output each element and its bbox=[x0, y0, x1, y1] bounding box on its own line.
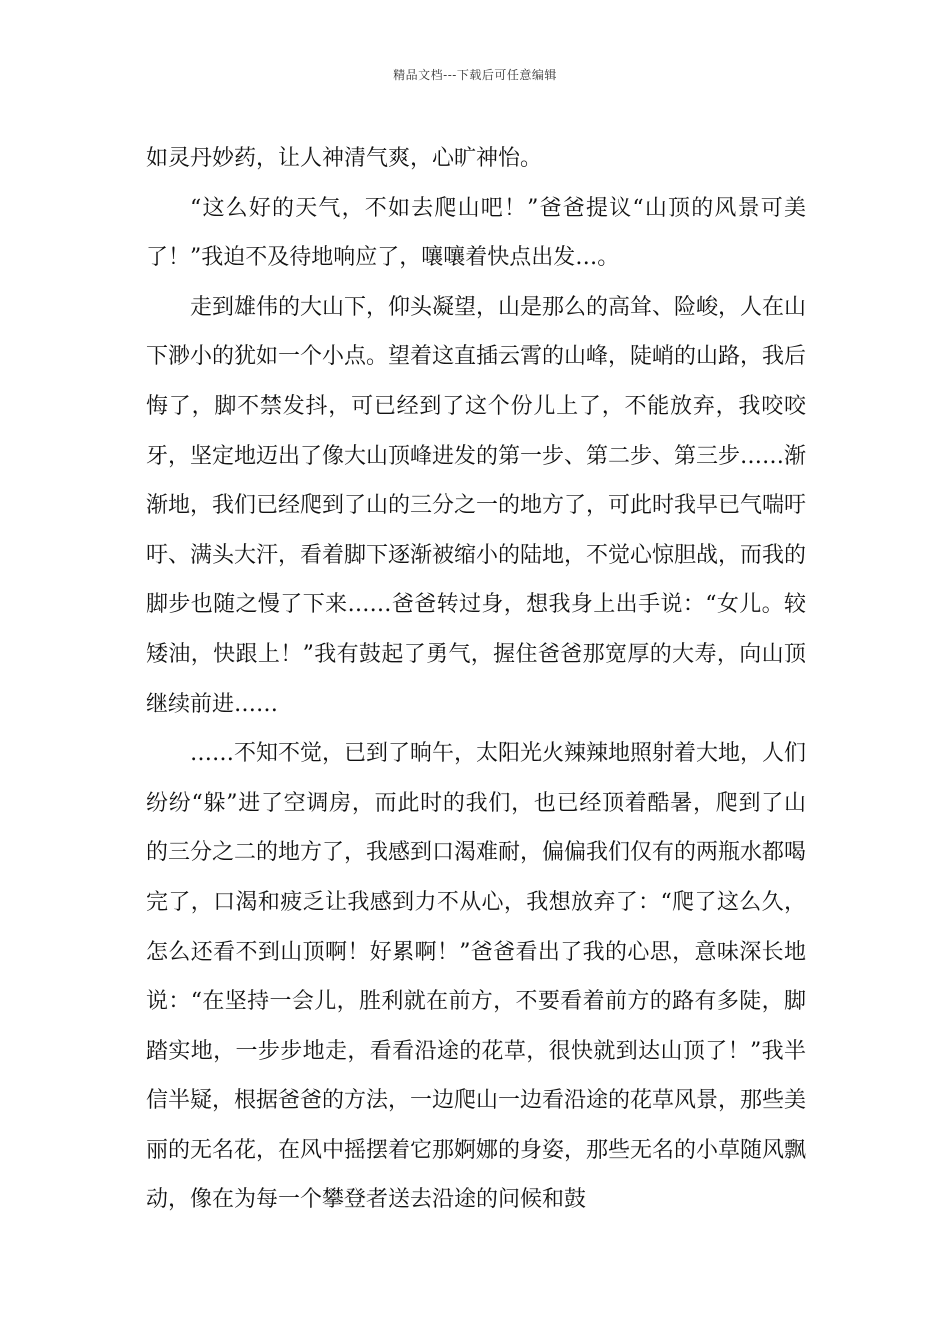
paragraph: “这么好的天气，不如去爬山吧！”爸爸提议“山顶的风景可美了！”我迫不及待地响应了，嚷嚷着快点出发…。 bbox=[146, 195, 806, 271]
paragraph: 走到雄伟的大山下，仰头凝望，山是那么的高耸、险峻，人在山下渺小的犹如一个小点。望着这直插云霄的山峰，陡峭的山路，我后悔了，脚不禁发抖，可已经到了这个份儿上了，不能放弃，我咬咬牙，坚定地迈出了像大山顶峰进发的第一步、第二步、第三步……渐渐地，我们已经爬到了山的三分之一的地方了，可此时我早已气喘吁吁、满头大汗，看着脚下逐渐被缩小的陆地，不觉心惊胆战，而我的脚步也随之慢了下来……爸爸转过身，想我身上出手说：“女儿。较矮油，快跟上！”我有鼓起了勇气，握住爸爸那宽厚的大寿，向山顶继续前进…… bbox=[146, 294, 807, 717]
paragraph-continued: 如灵丹妙药，让人神清气爽，心旷神怡。 bbox=[146, 146, 543, 171]
page-header: 精品文档---下载后可任意编辑 bbox=[393, 68, 557, 82]
paragraph: ……不知不觉，已到了晌午，太阳光火辣辣地照射着大地，人们纷纷“躲”进了空调房，而此时的我们，也已经顶着酷暑，爬到了山的三分之二的地方了，我感到口渴难耐，偏偏我们仅有的两瓶水都喝完了，口渴和疲乏让我感到力不从心，我想放弃了：“爬了这么久，怎么还看不到山顶啊！好累啊！”爸爸看出了我的心思，意味深长地说：“在坚持一会儿，胜利就在前方，不要看着前方的路有多陡，脚踏实地，一步步地走，看看沿途的花草，很快就到达山顶了！”我半信半疑，根据爸爸的方法，一边爬山一边看沿途的花草风景，那些美丽的无名花，在风中摇摆着它那婀娜的身姿，那些无名的小草随风飘动，像在为每一个攀登者送去沿途的问候和鼓 bbox=[146, 741, 807, 1213]
body-text bbox=[146, 134, 806, 1225]
